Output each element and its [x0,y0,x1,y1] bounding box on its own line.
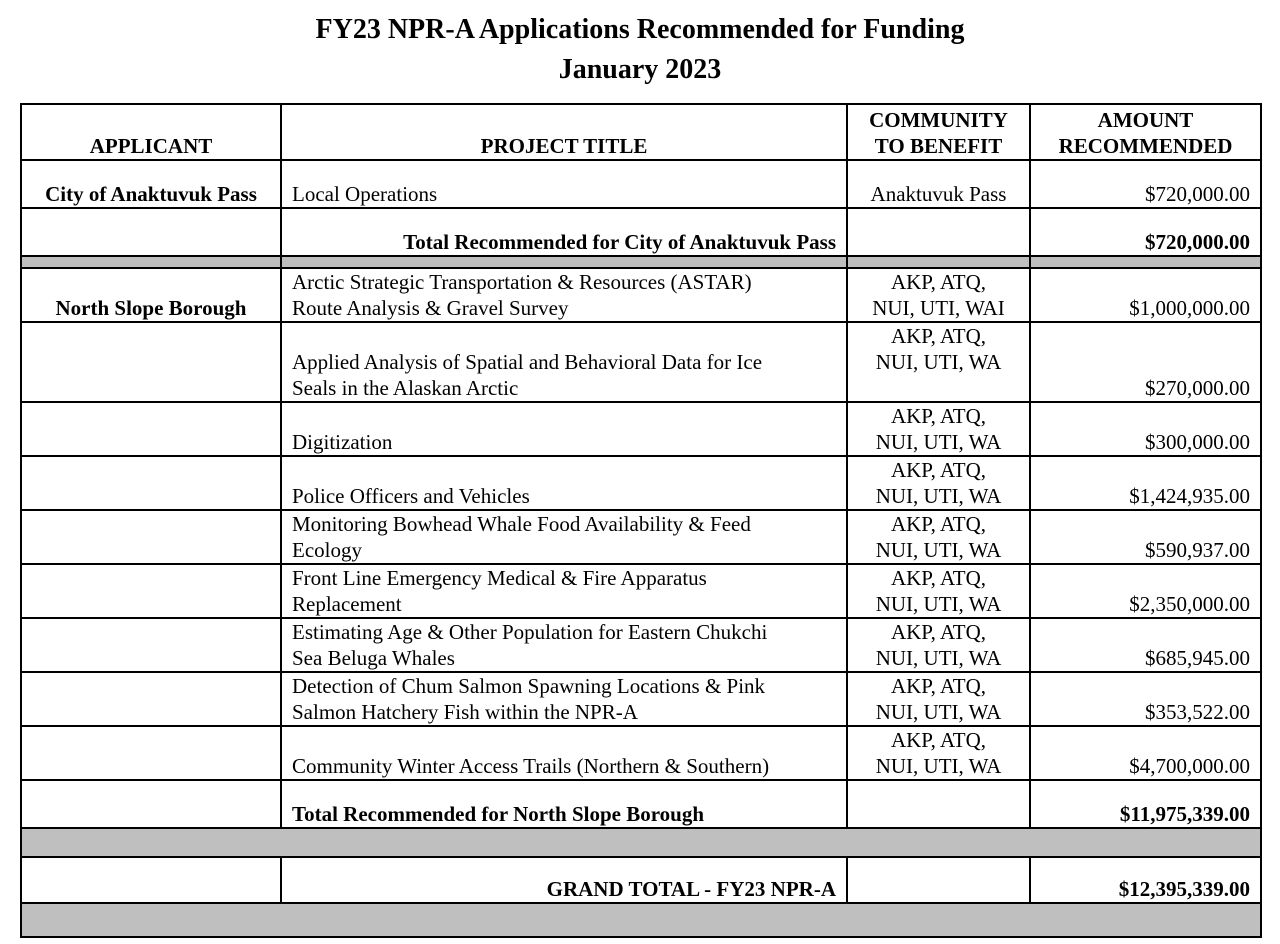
project-title-cell: Local Operations [281,160,847,208]
empty-cell [21,322,281,402]
grand-total-label: GRAND TOTAL - FY23 NPR-A [281,857,847,903]
project-title-cell: Community Winter Access Trails (Northern & Southern) [281,726,847,780]
amount-cell: $2,350,000.00 [1030,564,1261,618]
empty-cell [21,618,281,672]
community-cell: AKP, ATQ, NUI, UTI, WA [847,672,1030,726]
amount-cell: $300,000.00 [1030,402,1261,456]
funding-table [20,103,1262,938]
empty-cell [21,726,281,780]
empty-cell [847,857,1030,903]
amount-cell: $353,522.00 [1030,672,1261,726]
community-cell: AKP, ATQ, NUI, UTI, WA [847,322,1030,402]
project-title-cell: Front Line Emergency Medical & Fire Apparatus Replacement [281,564,847,618]
project-title-cell: Police Officers and Vehicles [281,456,847,510]
amount-cell: $1,000,000.00 [1030,268,1261,322]
project-title-cell: Estimating Age & Other Population for Eastern Chukchi Sea Beluga Whales [281,618,847,672]
document-title [0,0,1280,90]
project-title-cell: Applied Analysis of Spatial and Behavioral Data for Ice Seals in the Alaskan Arctic [281,322,847,402]
title-line-2: January 2023 [558,54,722,85]
separator-row [21,903,1261,937]
empty-cell [21,402,281,456]
amount-cell: $590,937.00 [1030,510,1261,564]
project-title-cell: Detection of Chum Salmon Spawning Locations & Pink Salmon Hatchery Fish within the NPR-A [281,672,847,726]
project-title-cell: Monitoring Bowhead Whale Food Availability & Feed Ecology [281,510,847,564]
amount-cell: $720,000.00 [1030,160,1261,208]
empty-cell [21,780,281,828]
amount-cell: $4,700,000.00 [1030,726,1261,780]
community-cell: AKP, ATQ, NUI, UTI, WA [847,618,1030,672]
subtotal-amount: $720,000.00 [1030,208,1261,256]
title-line-1: FY23 NPR-A Applications Recommended for Funding [315,14,965,45]
empty-cell [21,672,281,726]
empty-cell [21,208,281,256]
community-cell: AKP, ATQ, NUI, UTI, WA [847,510,1030,564]
table-row [21,268,1261,322]
amount-cell: $270,000.00 [1030,322,1261,402]
community-cell: AKP, ATQ, NUI, UTI, WA [847,456,1030,510]
community-cell: AKP, ATQ, NUI, UTI, WAI [847,268,1030,322]
header-amount-line2: RECOMMENDED [1058,134,1233,158]
subtotal-label: Total Recommended for City of Anaktuvuk Pass [281,208,847,256]
table-row [21,160,1261,208]
subtotal-row [21,780,1261,828]
project-title-cell: Arctic Strategic Transportation & Resources (ASTAR) Route Analysis & Gravel Survey [281,268,847,322]
header-project-title: PROJECT TITLE [281,104,847,160]
empty-cell [21,510,281,564]
amount-cell: $685,945.00 [1030,618,1261,672]
community-cell: AKP, ATQ, NUI, UTI, WA [847,726,1030,780]
empty-cell [21,857,281,903]
community-cell: Anaktuvuk Pass [847,160,1030,208]
table-row [21,456,1261,510]
project-title-cell: Digitization [281,402,847,456]
empty-cell [847,208,1030,256]
community-cell: AKP, ATQ, NUI, UTI, WA [847,564,1030,618]
subtotal-amount: $11,975,339.00 [1030,780,1261,828]
empty-cell [21,456,281,510]
header-amount [1030,104,1261,160]
grand-total-row [21,857,1261,903]
subtotal-row [21,208,1261,256]
table-row [21,402,1261,456]
separator-row [21,256,1261,268]
header-row [21,104,1261,160]
header-community-line1: COMMUNITY [869,108,1008,132]
table-row [21,564,1261,618]
grand-total-amount: $12,395,339.00 [1030,857,1261,903]
applicant-cell: City of Anaktuvuk Pass [21,160,281,208]
separator-row [21,828,1261,857]
table-row [21,618,1261,672]
header-community [847,104,1030,160]
community-cell: AKP, ATQ, NUI, UTI, WA [847,402,1030,456]
empty-cell [21,564,281,618]
empty-cell [847,780,1030,828]
table-row [21,726,1261,780]
header-amount-line1: AMOUNT [1097,108,1194,132]
header-community-line2: TO BENEFIT [874,134,1003,158]
table-row [21,510,1261,564]
table-row [21,672,1261,726]
amount-cell: $1,424,935.00 [1030,456,1261,510]
subtotal-label: Total Recommended for North Slope Borough [281,780,847,828]
applicant-cell: North Slope Borough [21,268,281,322]
header-applicant: APPLICANT [21,104,281,160]
table-row [21,322,1261,402]
